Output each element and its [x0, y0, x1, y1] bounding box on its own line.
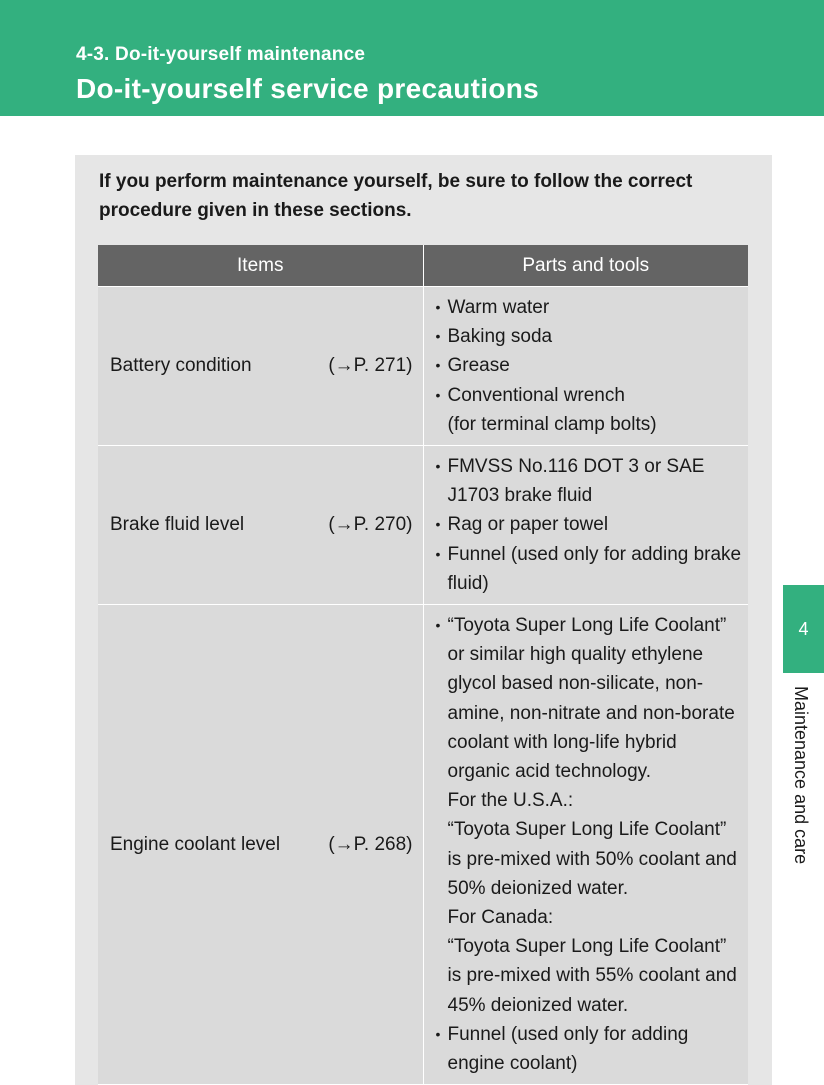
parts-cell — [423, 287, 748, 446]
chapter-tab — [783, 585, 824, 673]
list-item: “Toyota Super Long Life Coolant” is pre-mixed with 55% coolant and 45% deionized water. — [447, 936, 737, 1016]
parts-cell — [423, 605, 748, 1085]
list-item: For Canada: — [447, 907, 554, 929]
item-cell — [98, 605, 423, 1085]
item-name: Battery condition — [110, 355, 252, 377]
list-item: • “Toyota Super Long Life Coolant” or similar high quality ethylene glycol based non-silicate, non-amine, non-nitrate and non-borate coolant with long-life hybrid organic acid technology. — [436, 611, 745, 786]
list-item: • FMVSS No.116 DOT 3 or SAE J1703 brake fluid — [436, 452, 745, 510]
column-header-items: Items — [98, 245, 423, 287]
chapter-label: Maintenance and care — [791, 686, 811, 865]
list-item: • Funnel (used only for adding brake fluid) — [436, 540, 745, 598]
item-cell — [98, 287, 423, 446]
table-header-row — [98, 245, 748, 287]
list-item: • Funnel (used only for adding engine coolant) — [436, 1020, 745, 1078]
chapter-header — [0, 0, 824, 116]
list-item: • Warm water — [436, 293, 745, 322]
page-title: Do-it-yourself service precautions — [76, 73, 539, 104]
list-item: • Conventional wrench — [436, 381, 745, 410]
chapter-number: 4 — [798, 618, 809, 639]
page-reference: (→P. 270) — [328, 514, 413, 536]
item-cell — [98, 446, 423, 605]
column-header-parts: Parts and tools — [423, 245, 748, 287]
list-item: • Baking soda — [436, 322, 745, 351]
table-row — [98, 605, 748, 1085]
list-item: For the U.S.A.: — [447, 790, 574, 812]
parts-list — [436, 293, 745, 439]
table-row — [98, 446, 748, 605]
parts-cell — [423, 446, 748, 605]
parts-list — [436, 611, 745, 1078]
parts-list — [436, 452, 745, 598]
list-item: “Toyota Super Long Life Coolant” is pre-mixed with 50% coolant and 50% deionized water. — [447, 819, 737, 899]
list-item: • Grease — [436, 351, 745, 380]
item-name: Engine coolant level — [110, 834, 281, 856]
section-label: 4-3. Do-it-yourself maintenance — [76, 44, 366, 65]
page-reference: (→P. 271) — [328, 355, 413, 377]
maintenance-table — [98, 245, 748, 1085]
table-row — [98, 287, 748, 446]
list-item: (for terminal clamp bolts) — [447, 413, 657, 435]
intro-text: If you perform maintenance yourself, be sure to follow the correct procedure given in these sections. — [99, 171, 693, 221]
list-item: • Rag or paper towel — [436, 510, 745, 539]
page-reference: (→P. 268) — [328, 834, 413, 856]
item-name: Brake fluid level — [110, 514, 245, 536]
